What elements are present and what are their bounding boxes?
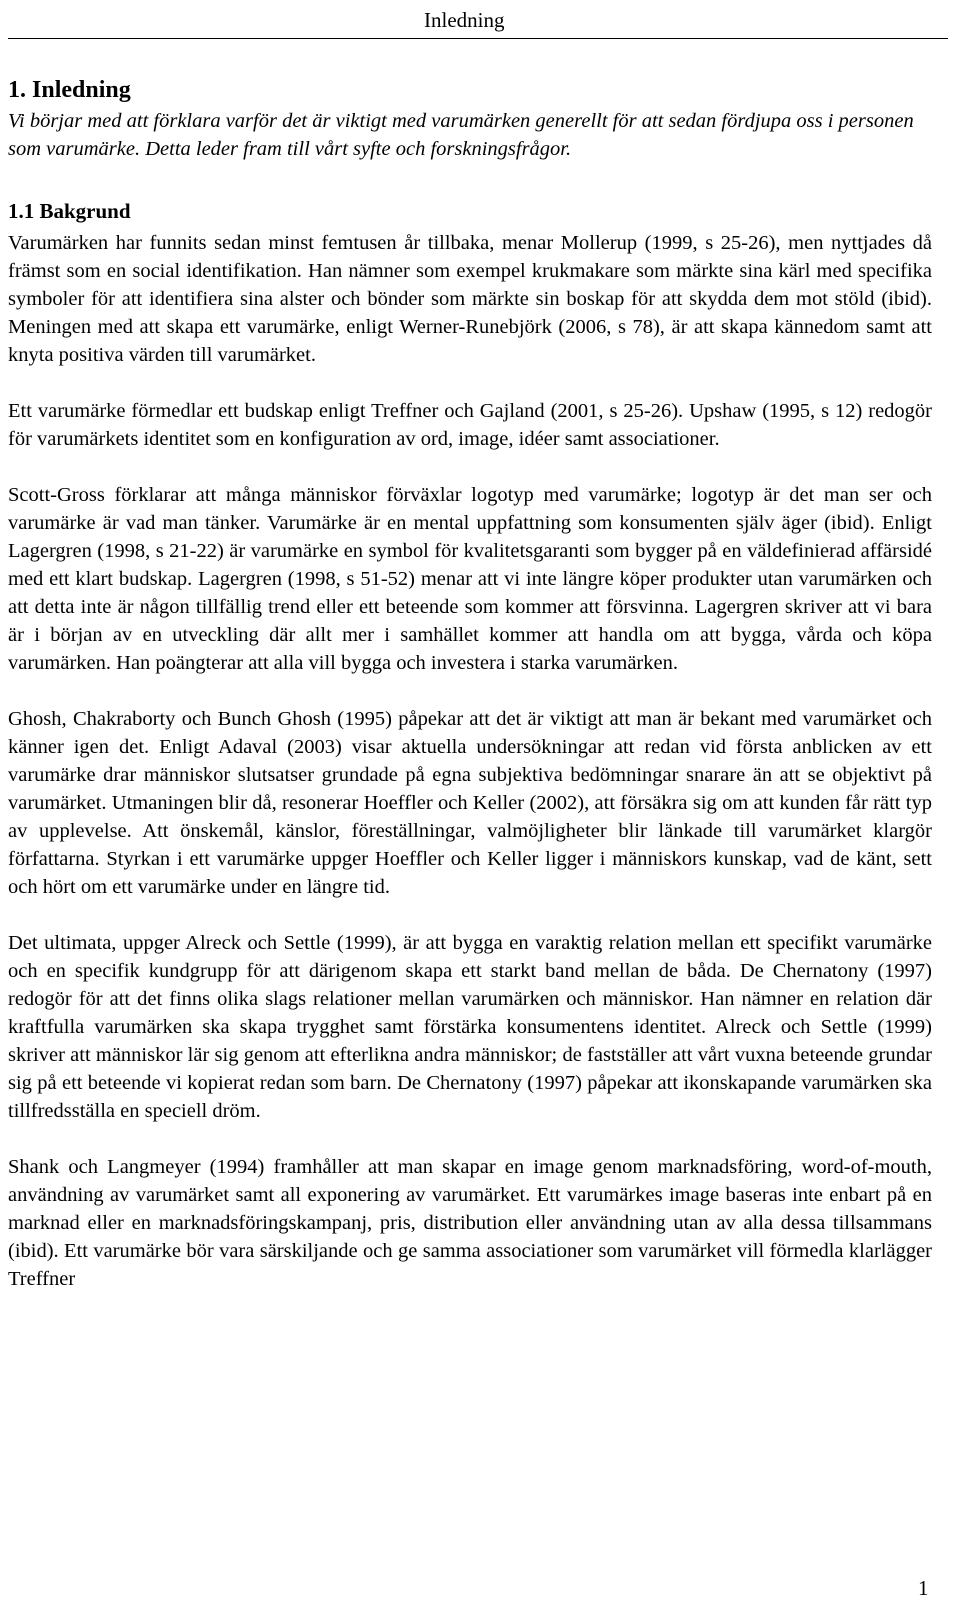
page-number: 1	[918, 1576, 929, 1600]
section-heading: 1. Inledning	[8, 77, 131, 103]
section-intro: Vi börjar med att förklara varför det är viktigt med varumärken generellt för att sedan fördjupa oss i personen som varumärke. Detta leder fram till vårt syfte och forskningsfrågor.	[8, 110, 914, 160]
subsection-heading: 1.1 Bakgrund	[8, 199, 131, 223]
paragraph-message: Ett varumärke förmedlar ett budskap enligt Treffner och Gajland (2001, s 25-26). Upshaw (1995, s 12) redogör för varumärkets identitet som en konfiguration av ord, image, idéer samt associationer.	[8, 400, 932, 450]
paragraph-history: Varumärken har funnits sedan minst femtusen år tillbaka, menar Mollerup (1999, s 25-26), men nyttjades då främst som en social identifikation. Han nämner som exempel krukmakare som märkte sina kärl med specifika symboler för att identifiera sina alster och bönder som märkte sin boskap för att skydda dem mot stöld (ibid). Meningen med att skapa ett varumärke, enligt Werner-Runebjörk (2006, s 78), är att skapa kännedom samt att knyta positiva värden till varumärket.	[8, 232, 932, 366]
paragraph-logotype: Scott-Gross förklarar att många människor förväxlar logotyp med varumärke; logotyp är det man ser och varumärke är vad man tänker. Varumärke är en mental uppfattning som konsumenten själv äger (ibid). Enligt Lagergren (1998, s 21-22) är varumärke en symbol för kvalitetsgaranti som bygger på en väldefinierad affärsidé med ett klart budskap. Lagergren (1998, s 51-52) menar att vi inte längre köper produkter utan varumärken och att detta inte är någon tillfällig trend eller ett beteende som kommer att försvinna. Lagergren skriver att vi bara är i början av en utveckling där allt mer i samhället kommer att handla om att bygga, vårda och köpa varumärken. Han poängterar att alla vill bygga och investera i starka varumärken.	[8, 484, 932, 674]
paragraph-image: Shank och Langmeyer (1994) framhåller att man skapar en image genom marknadsföring, word-of-mouth, användning av varumärket samt all exponering av varumärket. Ett varumärkes image baseras inte enbart på en marknad eller en marknadsföringskampanj, pris, distribution eller användning utan av alla dessa tillsammans (ibid). Ett varumärke bör vara särskiljande och ge samma associationer som varumärket vill förmedla klarlägger Treffner	[8, 1156, 932, 1290]
running-header-title: Inledning	[424, 8, 505, 32]
header-divider	[8, 38, 948, 39]
paragraph-relationship: Det ultimata, uppger Alreck och Settle (1999), är att bygga en varaktig relation mellan ett specifikt varumärke och en specifik kundgrupp för att därigenom skapa ett starkt band mellan de båda. De Chernatony (1997) redogör för att det finns olika slags relationer mellan varumärken och människor. Han nämner en relation där kraftfulla varumärken ska skapa trygghet samt förstärka konsumentens identitet. Alreck och Settle (1999) skriver att människor lär sig genom att efterlikna andra människor; de fastställer att vårt vuxna beteende grundar sig på ett beteende vi kopierat redan som barn. De Chernatony (1997) påpekar att ikonskapande varumärken ska tillfredsställa en speciell dröm.	[8, 932, 932, 1122]
paragraph-recognition: Ghosh, Chakraborty och Bunch Ghosh (1995) påpekar att det är viktigt att man är bekant med varumärket och känner igen det. Enligt Adaval (2003) visar aktuella undersökningar att redan vid första anblicken av ett varumärke drar människor slutsatser grundade på egna subjektiva bedömningar snarare än att se objektivt på varumärket. Utmaningen blir då, resonerar Hoeffler och Keller (2002), att försäkra sig om att kunden får rätt typ av upplevelse. Att önskemål, känslor, föreställningar, valmöjligheter blir länkade till varumärket klargör författarna. Styrkan i ett varumärke uppger Hoeffler och Keller ligger i människors kunskap, vad de känt, sett och hört om ett varumärke under en längre tid.	[8, 708, 932, 898]
page-body	[8, 75, 932, 1293]
